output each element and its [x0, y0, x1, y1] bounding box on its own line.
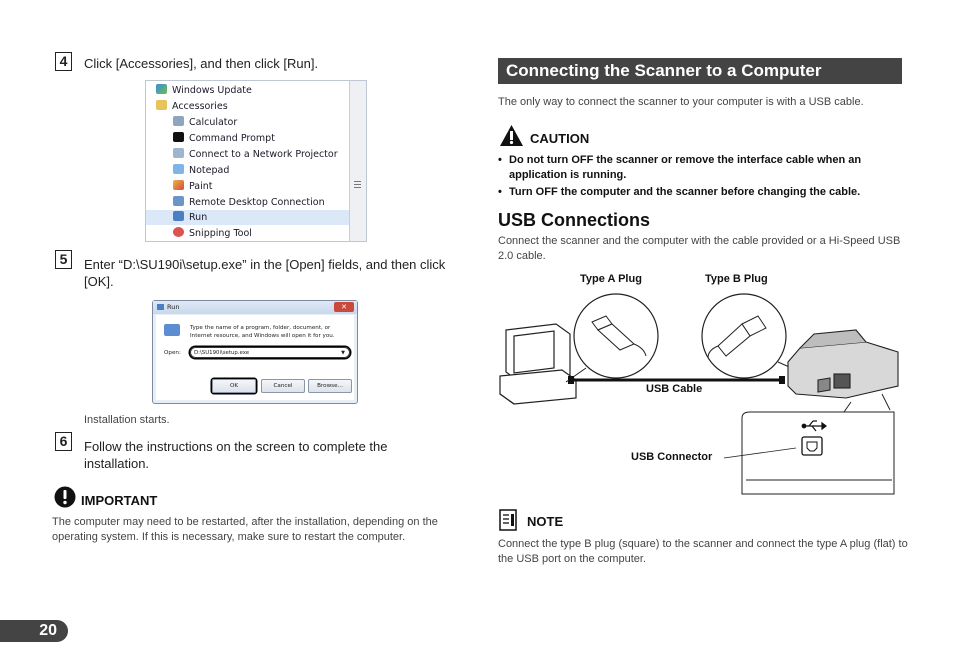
windows-update-icon	[156, 84, 167, 94]
caution-bullet-1: •	[498, 154, 502, 166]
step-4-text: Click [Accessories], and then click [Run].	[84, 56, 319, 71]
installation-starts-text: Installation starts.	[84, 414, 170, 426]
open-input[interactable]: D:\SU190i\setup.exe ▼	[190, 347, 350, 358]
accessories-menu-screenshot	[145, 80, 367, 242]
run-icon	[173, 211, 184, 221]
menu-item-run[interactable]: Run	[146, 210, 349, 225]
menu-item-command-prompt[interactable]: Command Prompt	[173, 131, 275, 146]
usb-cable-label: USB Cable	[646, 383, 703, 395]
menu-item-accessories[interactable]: Accessories	[156, 99, 228, 114]
run-dialog-screenshot	[152, 300, 358, 404]
cancel-button[interactable]: Cancel	[261, 379, 305, 393]
caution-item-1: Do not turn OFF the scanner or remove the interface cable when an application is running.	[509, 154, 862, 181]
scissors-icon	[173, 227, 184, 237]
menu-item-network-projector[interactable]: Connect to a Network Projector	[173, 147, 338, 162]
ok-button[interactable]: OK	[212, 379, 256, 393]
note-label: NOTE	[527, 514, 564, 529]
step-6-text: Follow the instructions on the screen to complete the installation.	[84, 439, 388, 471]
menu-item-calculator[interactable]: Calculator	[173, 115, 237, 130]
menu-item-snipping-tool[interactable]: Snipping Tool	[173, 226, 252, 241]
run-dialog-body	[156, 315, 354, 400]
menu-item-notepad[interactable]: Notepad	[173, 163, 229, 178]
calculator-icon	[173, 116, 184, 126]
menu-item-windows-update[interactable]: Windows Update	[156, 83, 252, 98]
menu-item-remote-desktop[interactable]: Remote Desktop Connection	[173, 195, 325, 210]
usb-connections-text: Connect the scanner and the computer with the cable provided or a Hi-Speed USB 2.0 cable.	[498, 235, 901, 262]
run-dialog-description: Type the name of a program, folder, document, or Internet resource, and Windows will open it for you.	[190, 325, 335, 339]
important-label: IMPORTANT	[81, 493, 158, 508]
usb-connections-heading: USB Connections	[498, 210, 651, 230]
open-label: Open:	[164, 350, 181, 356]
run-icon	[157, 304, 164, 310]
caution-icon	[499, 124, 524, 147]
type-b-plug-label: Type B Plug	[705, 273, 768, 285]
command-prompt-icon	[173, 132, 184, 142]
important-icon	[54, 486, 76, 508]
important-text: The computer may need to be restarted, after the installation, depending on the operating system. If this is necessary, make sure to restart the computer.	[52, 516, 438, 543]
caution-item-2: Turn OFF the computer and the scanner before changing the cable.	[509, 186, 861, 198]
note-text: Connect the type B plug (square) to the scanner and connect the type A plug (flat) to the USB port on the computer.	[498, 538, 908, 565]
paint-icon	[173, 180, 184, 190]
folder-icon	[156, 100, 167, 110]
menu-item-paint[interactable]: Paint	[173, 179, 213, 194]
section-title: Connecting the Scanner to a Computer	[498, 58, 902, 84]
usb-connector-label: USB Connector	[631, 451, 713, 463]
notepad-icon	[173, 164, 184, 174]
step-number-4: 4	[55, 52, 72, 71]
caution-bullet-2: •	[498, 186, 502, 198]
menu-scrollbar[interactable]	[349, 81, 366, 241]
projector-icon	[173, 148, 184, 158]
page-number: 20	[0, 620, 68, 642]
run-dialog-titlebar: Run	[153, 301, 357, 314]
type-a-plug-label: Type A Plug	[580, 273, 642, 285]
remote-desktop-icon	[173, 196, 184, 206]
browse-button[interactable]: Browse...	[308, 379, 352, 393]
scanner-illustration	[788, 330, 898, 398]
close-icon[interactable]: ✕	[334, 302, 354, 312]
step-number-5: 5	[55, 250, 72, 269]
caution-label: CAUTION	[530, 131, 590, 146]
computer-illustration	[500, 324, 576, 404]
intro-text: The only way to connect the scanner to your computer is with a USB cable.	[498, 96, 864, 108]
step-number-6: 6	[55, 432, 72, 451]
step-5-text: Enter “D:\SU190i\setup.exe” in the [Open] fields, and then click [OK].	[84, 257, 446, 289]
note-icon	[499, 509, 519, 531]
chevron-down-icon[interactable]: ▼	[341, 350, 345, 356]
run-program-icon	[164, 324, 180, 336]
